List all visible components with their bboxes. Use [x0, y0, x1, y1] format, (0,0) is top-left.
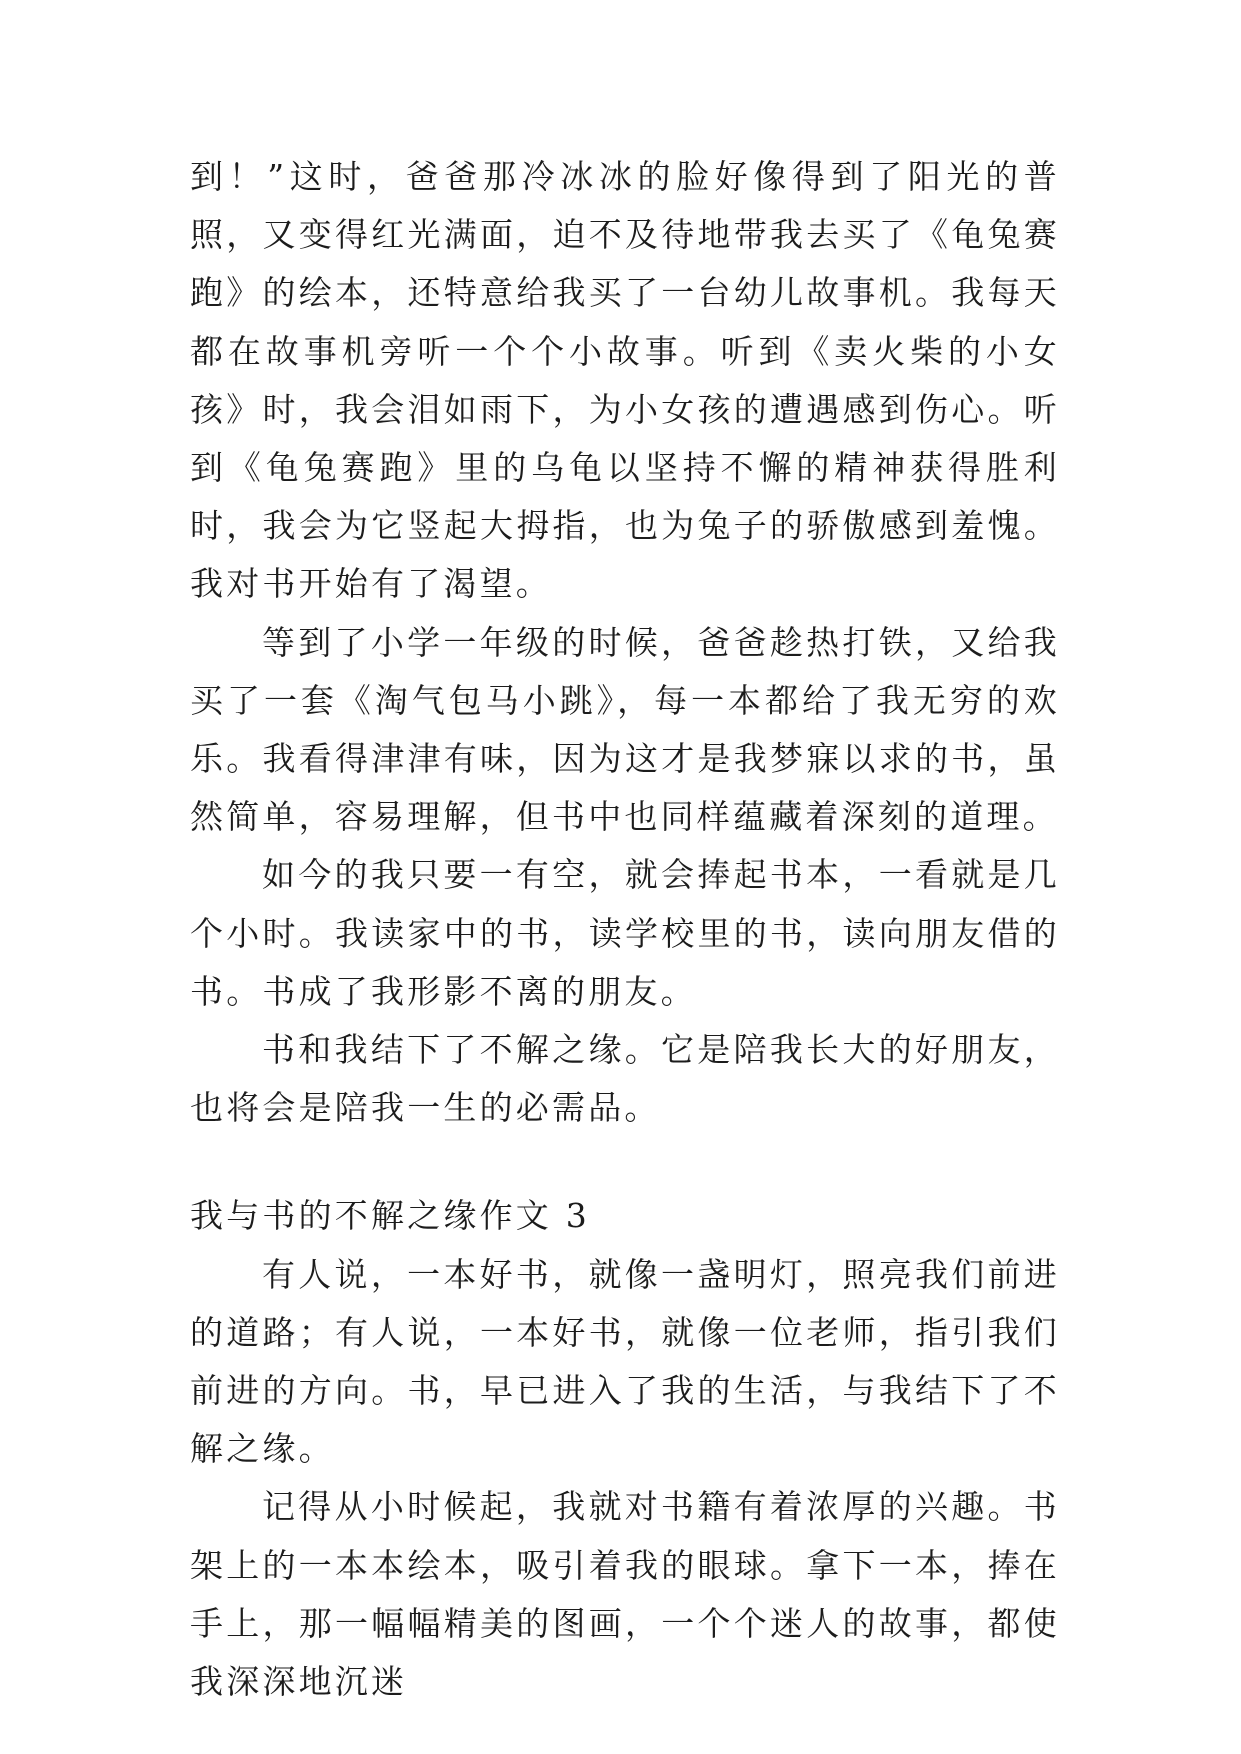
paragraph: 书和我结下了不解之缘。它是陪我长大的好朋友，也将会是陪我一生的必需品。 [190, 1030, 1060, 1128]
paragraph: 记得从小时候起，我就对书籍有着浓厚的兴趣。书架上的一本本绘本，吸引着我的眼球。拿下一本，捧在手上，那一幅幅精美的图画，一个个迷人的故事，都使我深深地沉迷 [190, 1487, 1060, 1702]
paragraph: 如今的我只要一有空，就会捧起书本，一看就是几个小时。我读家中的书，读学校里的书，读向朋友借的书。书成了我形影不离的朋友。 [190, 855, 1060, 1011]
section-title: 我与书的不解之缘作文 3 [190, 1196, 590, 1236]
document-body [190, 148, 1060, 1711]
paragraph-continuation: 到！”这时，爸爸那冷冰冰的脸好像得到了阳光的普照，又变得红光满面，迫不及待地带我去买了《龟兔赛跑》的绘本，还特意给我买了一台幼儿故事机。我每天都在故事机旁听一个个小故事。听到《卖火柴的小女孩》时，我会泪如雨下，为小女孩的遭遇感到伤心。听到《龟兔赛跑》里的乌龟以坚持不懈的精神获得胜利时，我会为它竖起大拇指，也为兔子的骄傲感到羞愧。我对书开始有了渴望。 [190, 157, 1060, 604]
paragraph: 有人说，一本好书，就像一盏明灯，照亮我们前进的道路；有人说，一本好书，就像一位老师，指引我们前进的方向。书，早已进入了我的生活，与我结下了不解之缘。 [190, 1254, 1060, 1469]
paragraph: 等到了小学一年级的时候，爸爸趁热打铁，又给我买了一套《淘气包马小跳》，每一本都给了我无穷的欢乐。我看得津津有味，因为这才是我梦寐以求的书，虽然简单，容易理解，但书中也同样蕴藏着深刻的道理。 [190, 622, 1060, 837]
